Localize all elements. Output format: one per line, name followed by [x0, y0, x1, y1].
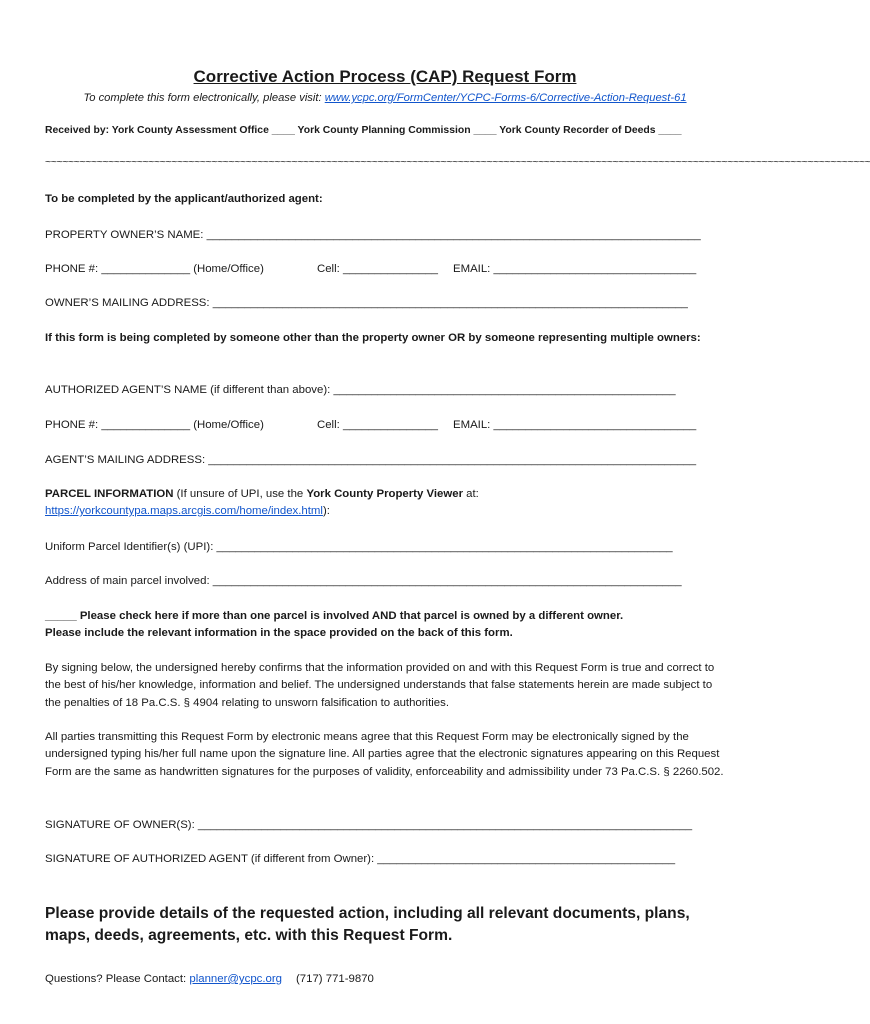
agent-heading: If this form is being completed by someone other than the property owner OR by someone representing multiple owners:: [45, 332, 701, 344]
parcel-info-text: (If unsure of UPI, use the: [173, 488, 307, 500]
owner-phone-field[interactable]: PHONE #: ______________ (Home/Office): [45, 263, 264, 275]
parcel-info-close: ):: [322, 505, 330, 517]
tilde-divider: ~~~~~~~~~~~~~~~~~~~~~~~~~~~~~~~~~~~~~~~~~~~~~~~~~~~~~~~~~~~~~~~~~~~~~~~~~~~~~~~~~~~~~~~~~~~~~~~~~~~~~~~~~~~~~~~~~~~~~~~~~~~~~~~~~~~~~~~~~~~~~~~~: [45, 156, 870, 168]
contact-label: Questions? Please Contact:: [45, 973, 190, 985]
agent-signature-field[interactable]: SIGNATURE OF AUTHORIZED AGENT (if different from Owner): _______________________________________________: [45, 853, 676, 865]
agent-cell-field[interactable]: Cell: _______________: [317, 419, 438, 431]
signing-paragraph: By signing below, the undersigned hereby confirms that the information provided on and with this Request Form is true and correct to the best of his/her knowledge, information and belief. The undersigned understands that false statements herein are made subject to the penalties of 18 Pa.C.S. § 4904 relating to unsworn falsification to authorities.: [45, 662, 715, 709]
multiple-parcel-checkbox[interactable]: _____ Please check here if more than one parcel is involved AND that parcel is owned by a different owner.: [45, 610, 624, 622]
electronic-signature-paragraph: All parties transmitting this Request Form by electronic means agree that this Request Form may be electronically signed by the undersigned typing his/her full name upon the signature line. All parties agree that the electronic signatures appearing on this Request Form are the same as handwritten signatures for the purposes of validity, enforceability and admissibility under 73 Pa.C.S. § 2260.502.: [45, 731, 724, 778]
parcel-address-field[interactable]: Address of main parcel involved: __________________________________________________________________________: [45, 575, 682, 587]
agent-address-field[interactable]: AGENT’S MAILING ADDRESS: _____________________________________________________________________________: [45, 454, 697, 466]
owner-address-field[interactable]: OWNER’S MAILING ADDRESS: ___________________________________________________________________________: [45, 297, 688, 309]
owner-phone-row: [45, 261, 730, 278]
form-title: Corrective Action Process (CAP) Request Form: [193, 67, 577, 86]
owner-signature-field[interactable]: SIGNATURE OF OWNER(S): ______________________________________________________________________________: [45, 819, 693, 831]
multiple-parcel-note: Please include the relevant information in the space provided on the back of this form.: [45, 627, 513, 639]
owner-email-field[interactable]: EMAIL: ________________________________: [453, 263, 697, 275]
owner-cell-field[interactable]: Cell: _______________: [317, 263, 438, 275]
owner-name-field[interactable]: PROPERTY OWNER’S NAME: ______________________________________________________________________________: [45, 229, 701, 241]
agent-email-field[interactable]: EMAIL: ________________________________: [453, 419, 697, 431]
received-by-line: Received by: York County Assessment Office ____ York County Planning Commission ____ York County Recorder of Deeds ____: [45, 125, 682, 136]
parcel-info-label: PARCEL INFORMATION: [45, 488, 174, 500]
contact-line: [45, 971, 730, 988]
parcel-info: [45, 486, 730, 520]
applicant-heading: To be completed by the applicant/authorized agent:: [45, 193, 323, 205]
details-note: Please provide details of the requested action, including all relevant documents, plans, maps, deeds, agreements, etc. with this Request Form.: [45, 905, 690, 944]
property-viewer-link[interactable]: https://yorkcountypa.maps.arcgis.com/home/index.html: [45, 505, 323, 517]
contact-email-link[interactable]: planner@ycpc.org: [189, 973, 282, 985]
agent-name-field[interactable]: AUTHORIZED AGENT’S NAME (if different than above): ______________________________________________________: [45, 384, 676, 396]
form-subtitle: [0, 90, 770, 106]
parcel-info-text-2: at:: [463, 488, 479, 500]
agent-phone-row: [45, 417, 730, 434]
upi-field[interactable]: Uniform Parcel Identifier(s) (UPI): ________________________________________________________________________: [45, 541, 673, 553]
contact-phone: (717) 771-9870: [296, 973, 374, 985]
subtitle-text: To complete this form electronically, please visit:: [83, 92, 325, 104]
form-center-link[interactable]: www.ycpc.org/FormCenter/YCPC-Forms-6/Corrective-Action-Request-61: [324, 92, 687, 104]
agent-phone-field[interactable]: PHONE #: ______________ (Home/Office): [45, 419, 264, 431]
property-viewer-name: York County Property Viewer: [306, 488, 463, 500]
